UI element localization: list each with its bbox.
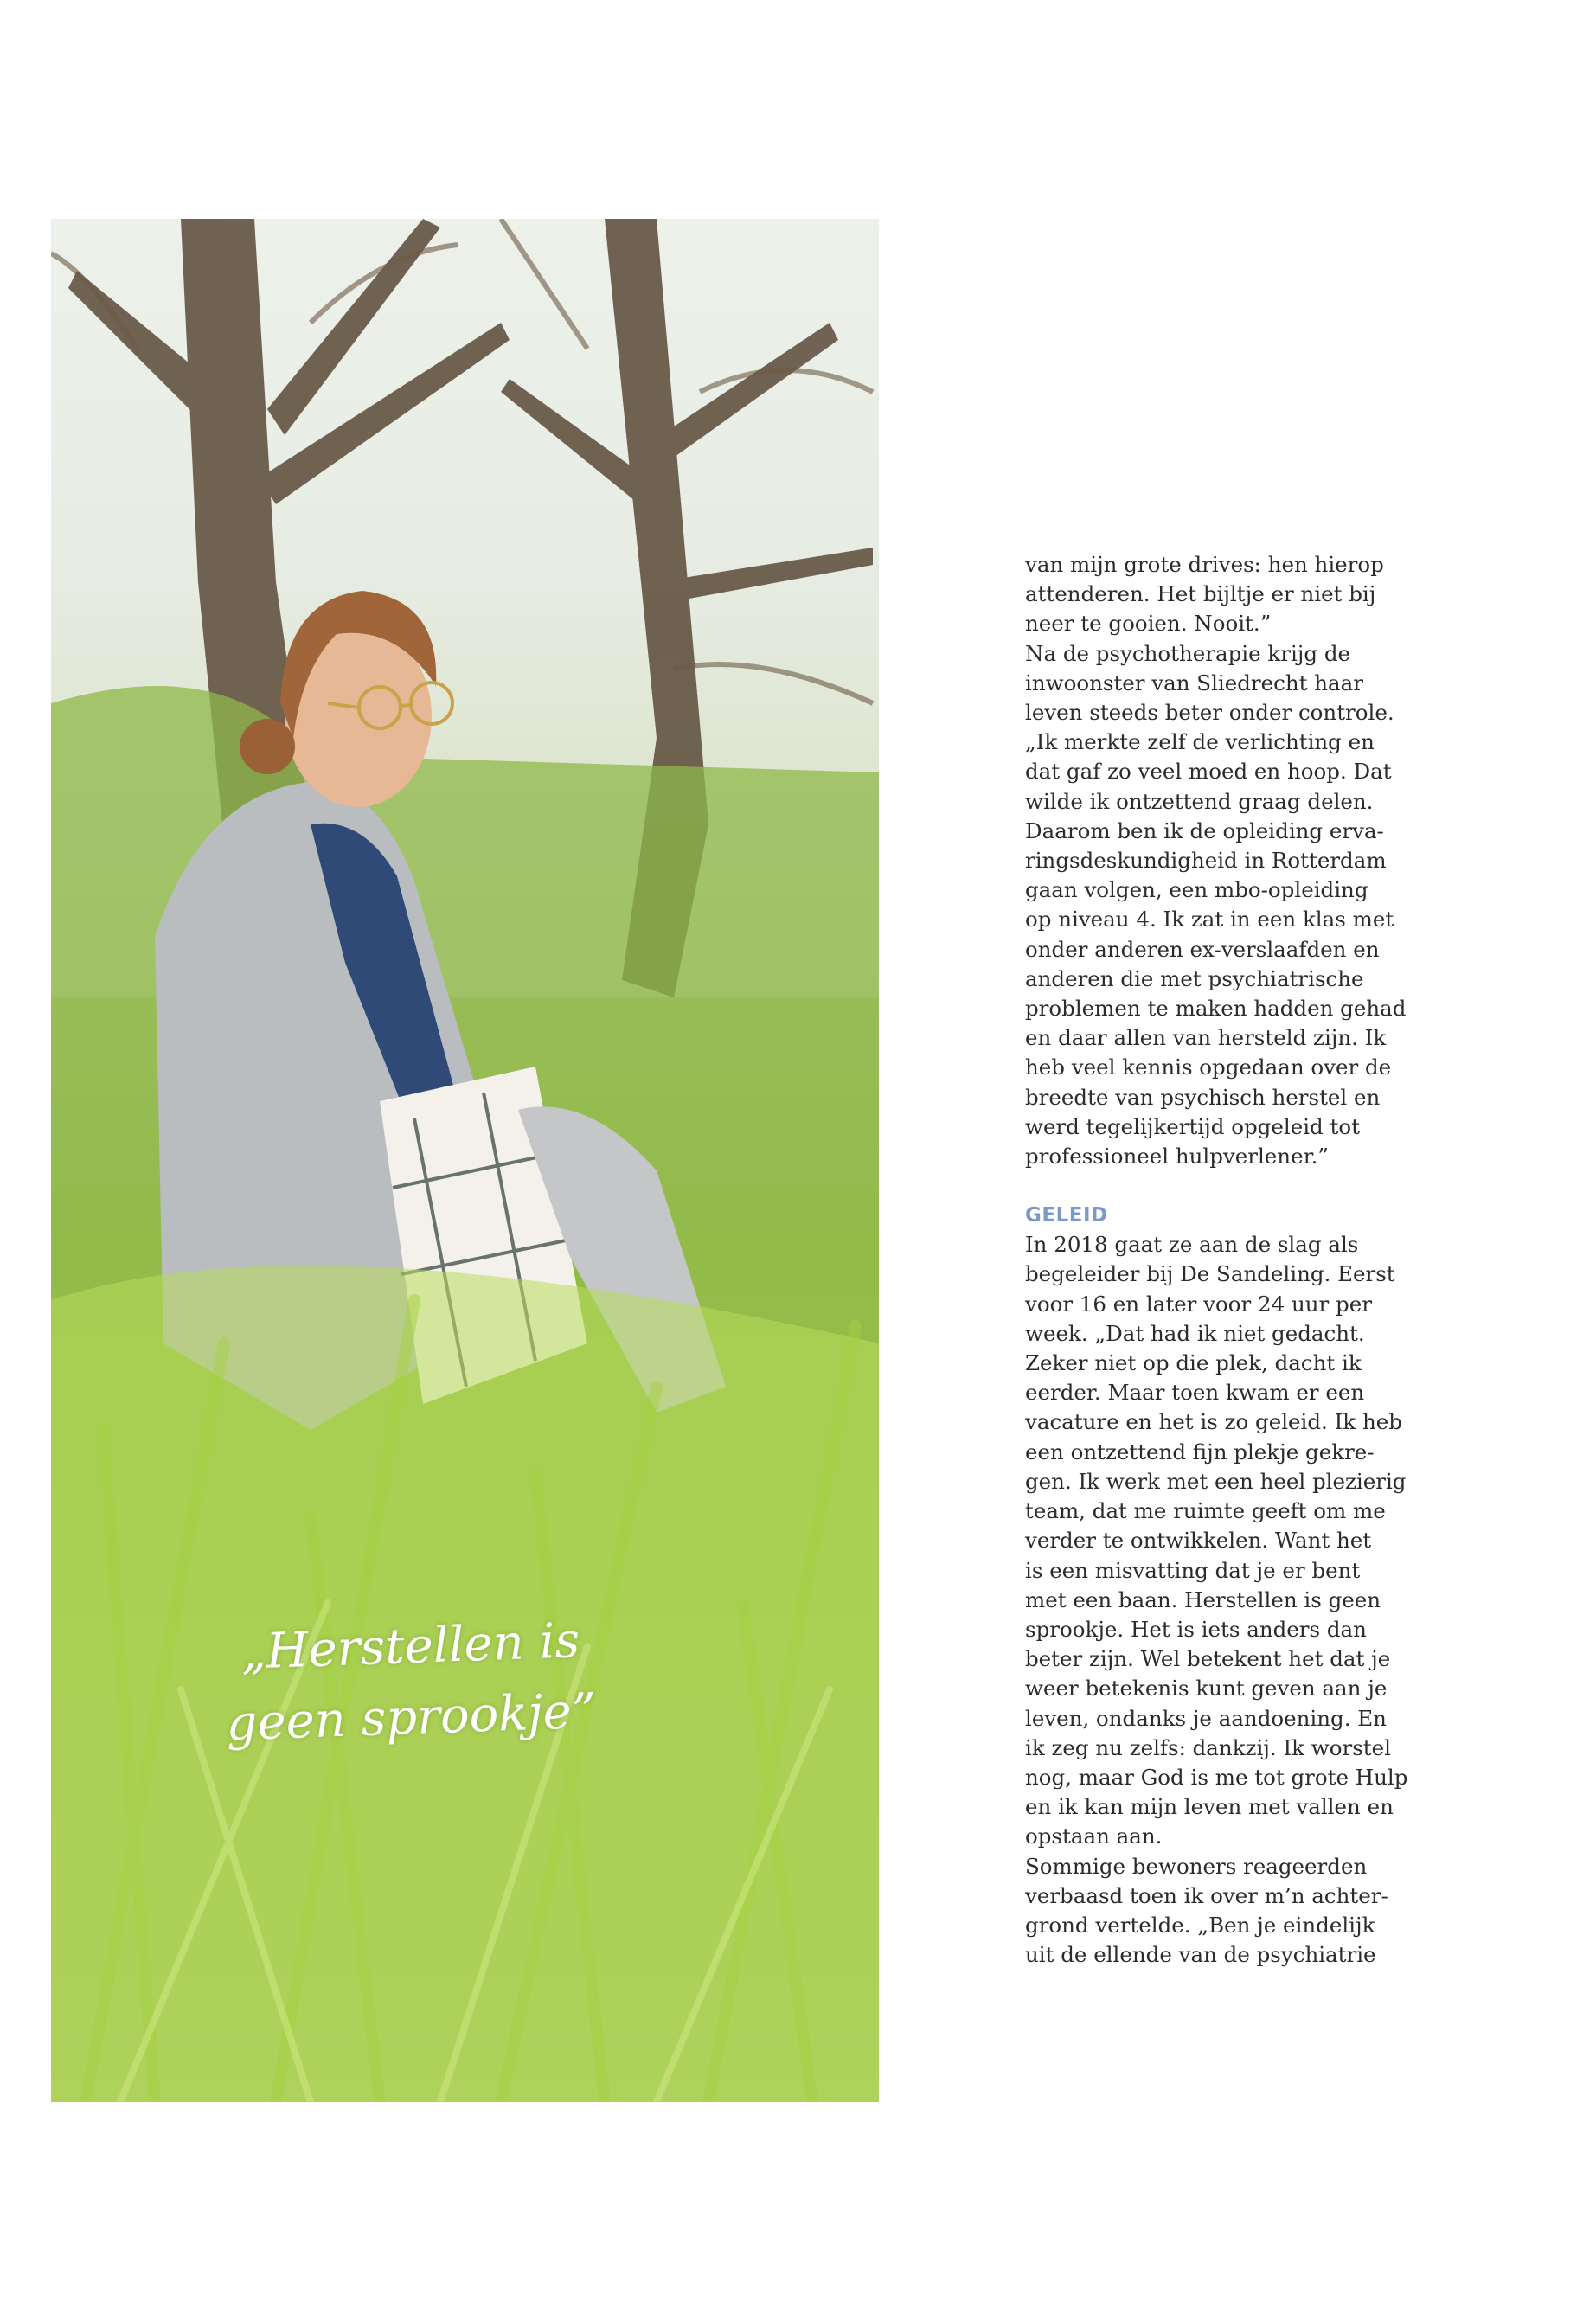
portrait-photo: [51, 219, 879, 2102]
pull-quote-line-2: geen sprookje”: [225, 1682, 598, 1753]
article-column: [1025, 550, 1432, 1970]
article-paragraph-1: van mijn grote drives: hen hierop attenderen. Het bijltje er niet bij neer te gooien. Nooit.” Na de psychotherapie krijg de inwoonster van Sliedrecht haar leven steeds beter onder controle. „Ik merkte zelf de verlichting en dat gaf zo veel moed en hoop. Dat wilde ik ontzettend graag delen. Daarom ben ik de opleiding erva- ringsdeskundigheid in Rotterdam gaan volgen, een mbo-opleiding op niveau 4. Ik zat in een klas met onder anderen ex-verslaafden en anderen die met psychiatrische problemen te maken hadden gehad en daar allen van hersteld zijn. Ik heb veel kennis opgedaan over de breedte van psychisch herstel en werd tegelijkertijd opgeleid tot professioneel hulpverlener.”: [1025, 552, 1407, 1170]
pull-quote-line-1: „Herstellen is: [240, 1612, 581, 1681]
photo-illustration: [51, 219, 879, 2102]
section-heading: GELEID: [1025, 1204, 1108, 1227]
article-paragraph-2: In 2018 gaat ze aan de slag als begeleider bij De Sandeling. Eerst voor 16 en later voor 24 uur per week. „Dat had ik niet gedacht. Zeker niet op die plek, dacht ik eerder. Maar toen kwam er een vacature en het is zo geleid. Ik heb een ontzettend fijn plekje gekre- gen. Ik werk met een heel plezierig team, dat me ruimte geeft om me verder te ontwikkelen. Want het is een misvatting dat je er bent met een baan. Herstellen is geen sprookje. Het is iets anders dan beter zijn. Wel betekent het dat je weer betekenis kunt geven aan je leven, ondanks je aandoening. En ik zeg nu zelfs: dankzij. Ik worstel nog, maar God is me tot grote Hulp en ik kan mijn leven met vallen en opstaan aan. Sommige bewoners reageerden verbaasd toen ik over m’n achter- grond vertelde. „Ben je eindelijk uit de ellende van de psychiatrie: [1025, 1232, 1408, 1968]
pull-quote: [225, 1600, 728, 1759]
